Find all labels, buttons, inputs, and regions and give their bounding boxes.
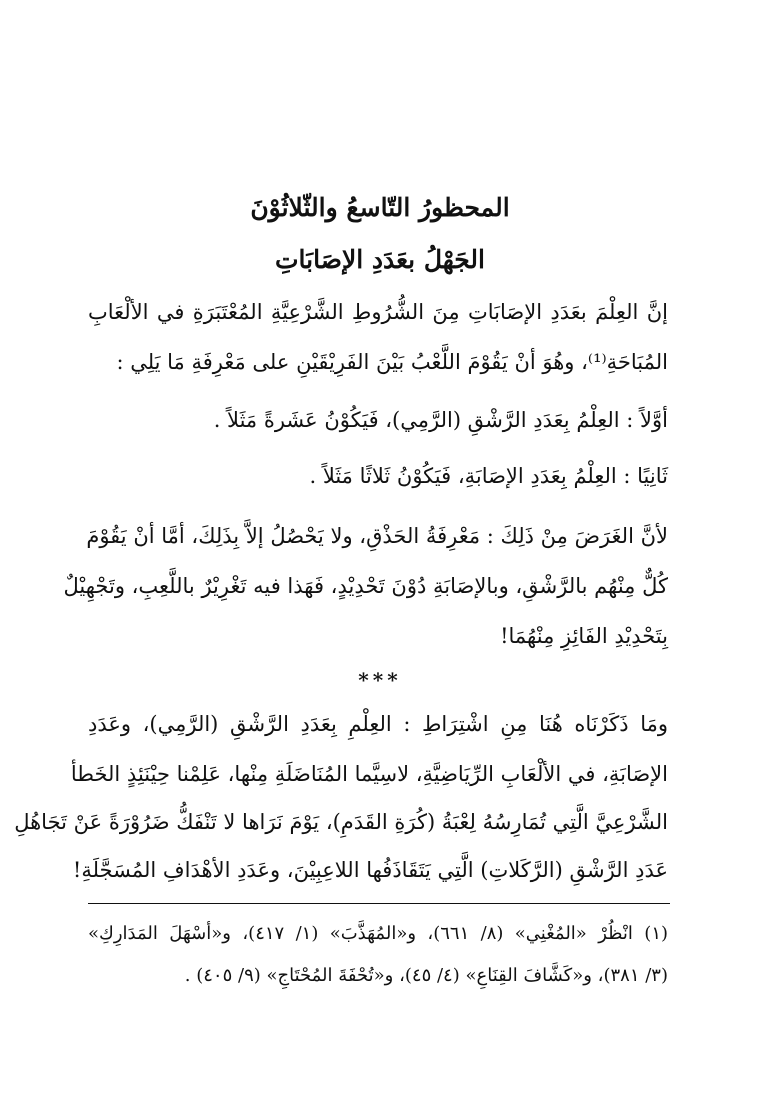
footnote-line-2: (٣/ ٣٨١)، و«كَشَّافَ القِنَاعِ» (٤/ ٤٥)، و«تُحْفَةَ المُحْتَاجِ» (٩/ ٤٠٥) . — [184, 965, 668, 986]
footnote-divider — [88, 903, 670, 904]
paragraph-2-line-2: كُلٌّ مِنْهُم بالرَّشْقِ، وبالإصَابَةِ دُوْنَ تَحْدِيْدٍ، فَهَذا فيه تَغْرِيْرٌ باللَّعِبِ، وتَجْهِيْلٌ — [63, 574, 668, 598]
paragraph-1-line-1: إنَّ العِلْمَ بعَدَدِ الإصَابَاتِ مِنَ الشُّرُوطِ الشَّرْعِيَّةِ المُعْتَبَرَةِ في الألْعَابِ — [88, 300, 668, 324]
paragraph-3-line-4: عَدَدِ الرَّشْقِ (الرَّكَلاتِ) الَّتِي يَتَقَاذَفُها اللاعِبِيْنَ، وعَدَدِ الأهْدَافِ المُسَجَّلَةِ! — [72, 858, 668, 882]
section-separator: *** — [358, 668, 402, 692]
point-1: أوَّلاً : العِلْمُ بِعَدَدِ الرَّشْقِ (الرَّمِي)، فَيَكُوْنُ عَشَرةً مَثَلاً . — [213, 408, 668, 432]
paragraph-3-line-1: ومَا ذَكَرْنَاه هُنَا مِنِ اشْتِرَاطِ : العِلْمِ بِعَدَدِ الرَّشْقِ (الرَّمِي)، وعَدَدِ — [88, 712, 668, 736]
paragraph-2-line-3: بِتَحْدِيْدِ الفَائِزِ مِنْهُمَا! — [500, 624, 668, 648]
chapter-title: المحظورُ التّاسعُ والثّلاثُوْنَ — [250, 193, 510, 222]
paragraph-1-line-2: المُبَاحَةِ⁽¹⁾، وهُوَ أنْ يَقُوْمَ اللَّعْبُ بَيْنَ الفَرِيْقَيْنِ على مَعْرِفَةِ مَا يَلِي : — [116, 350, 668, 374]
paragraph-3-line-3: الشَّرْعِيَّ الَّتِي تُمَارِسُهُ لِعْبَةُ (كُرَةِ القَدَمِ)، يَوْمَ نَرَاها لا تَنْفَكُّ ضَرُوْرَةً عَنْ تَجَاهُلِ — [14, 810, 668, 834]
chapter-subtitle: الجَهْلُ بعَدَدِ الإصَابَاتِ — [275, 245, 485, 274]
point-2: ثَانِيًا : العِلْمُ بِعَدَدِ الإصَابَةِ، فَيَكُوْنُ ثَلاثًا مَثَلاً . — [309, 464, 668, 488]
paragraph-3-line-2: الإصَابَةِ، في الألْعَابِ الرِّيَاضِيَّةِ، لاسِيَّما المُنَاضَلَةِ مِنْها، عَلِمْنا حِيْنَئِذٍ الخَطأ — [70, 762, 668, 786]
paragraph-2-line-1: لأنَّ الغَرَضَ مِنْ ذَلِكَ : مَعْرِفَةُ الحَذْقِ، ولا يَحْصُلُ إلاَّ بِذَلِكَ، أمَّا أنْ يَقُوْمَ — [86, 524, 668, 548]
footnote-line-1: (١) انْظُرْ «المُغْنِي» (٨/ ٦٦١)، و«المُهَذَّبَ» (١/ ٤١٧)، و«أسْهَلَ المَدَارِكِ» — [88, 923, 669, 944]
